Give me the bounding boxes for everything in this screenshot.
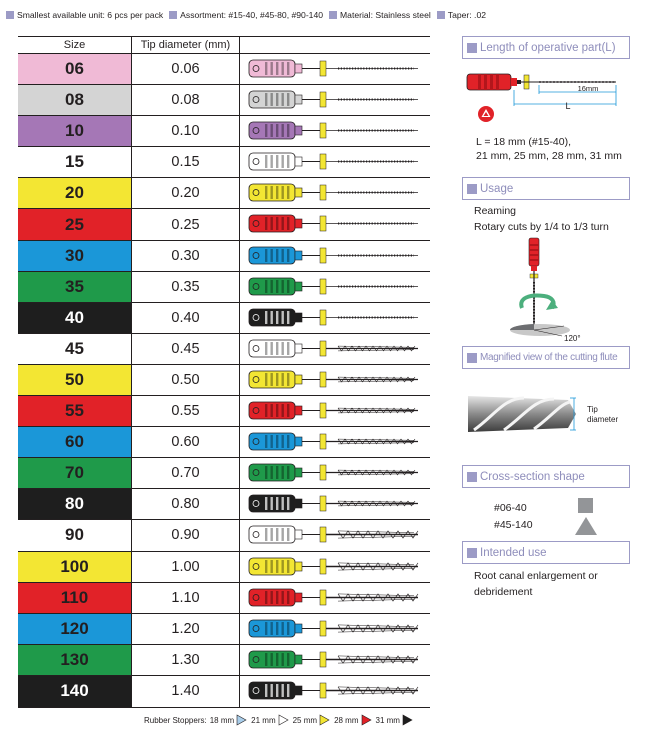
file-icon xyxy=(248,679,422,703)
usage-text: Reaming Rotary cuts by 1/4 to 1/3 turn xyxy=(474,205,609,233)
file-image-cell xyxy=(240,178,430,208)
tip-cell: 1.40 xyxy=(132,676,240,707)
bullet-square-icon xyxy=(467,43,477,53)
triangle-section-icon xyxy=(575,517,597,535)
bullet-square-icon xyxy=(437,11,445,19)
file-image-cell xyxy=(240,520,430,550)
tip-cell: 0.60 xyxy=(132,427,240,457)
table-row xyxy=(18,54,430,85)
file-icon xyxy=(248,119,422,143)
size-cell: 110 xyxy=(18,583,132,613)
tip-diameter-label: Tip xyxy=(587,405,598,414)
angle-label: 120° xyxy=(564,334,581,343)
size-cell: 100 xyxy=(18,552,132,582)
size-cell: 08 xyxy=(18,85,132,115)
size-cell: 45 xyxy=(18,334,132,364)
tip-cell: 1.10 xyxy=(132,583,240,613)
file-image-cell xyxy=(240,583,430,613)
size-cell: 15 xyxy=(18,147,132,177)
column-header-file xyxy=(240,37,430,53)
file-icon xyxy=(248,492,422,516)
size-cell: 120 xyxy=(18,614,132,644)
file-image-cell xyxy=(240,396,430,426)
panel-cross-title: Cross-section shape xyxy=(462,465,630,488)
bullet-square-icon xyxy=(467,472,477,482)
tip-cell: 0.15 xyxy=(132,147,240,177)
tip-cell: 0.20 xyxy=(132,178,240,208)
bullet-square-icon xyxy=(169,11,177,19)
file-image-cell xyxy=(240,458,430,488)
file-icon xyxy=(248,399,422,423)
file-icon xyxy=(248,648,422,672)
bullet-square-icon xyxy=(329,11,337,19)
stopper-length-label: 18 mm xyxy=(209,715,235,725)
size-cell: 80 xyxy=(18,489,132,519)
size-cell: 130 xyxy=(18,645,132,675)
tip-cell: 0.40 xyxy=(132,303,240,333)
tip-cell: 0.90 xyxy=(132,520,240,550)
size-cell: 25 xyxy=(18,209,132,239)
tip-cell: 1.00 xyxy=(132,552,240,582)
panel-length-title: Length of operative part(L) xyxy=(462,36,630,59)
stopper-shape-icon xyxy=(236,714,247,726)
tip-cell: 0.55 xyxy=(132,396,240,426)
stopper-length-label: 21 mm xyxy=(251,715,276,725)
table-row xyxy=(18,552,430,583)
panel-usage-title: Usage xyxy=(462,177,630,200)
stopper-length-label: 28 mm xyxy=(334,715,359,725)
size-cell: 35 xyxy=(18,272,132,302)
file-image-cell xyxy=(240,54,430,84)
tip-cell: 0.80 xyxy=(132,489,240,519)
file-image-cell xyxy=(240,676,430,707)
bullet-square-icon xyxy=(467,184,477,194)
stopper-shape-icon xyxy=(361,714,372,726)
square-section-icon xyxy=(578,498,593,513)
rotation-diagram xyxy=(500,236,620,344)
tip-cell: 1.30 xyxy=(132,645,240,675)
file-icon xyxy=(248,57,422,81)
file-image-cell xyxy=(240,334,430,364)
file-icon xyxy=(248,306,422,330)
tip-cell: 0.25 xyxy=(132,209,240,239)
table-row xyxy=(18,396,430,427)
header-item: Smallest available unit: 6 pcs per pack xyxy=(6,10,163,20)
size-cell: 55 xyxy=(18,396,132,426)
flute-diagram xyxy=(464,386,632,446)
file-icon xyxy=(248,586,422,610)
tip-cell: 0.30 xyxy=(132,241,240,271)
file-image-cell xyxy=(240,209,430,239)
tip-cell: 0.08 xyxy=(132,85,240,115)
bullet-square-icon xyxy=(467,548,477,558)
file-image-cell xyxy=(240,365,430,395)
file-image-cell xyxy=(240,272,430,302)
header-info-bar xyxy=(6,6,646,24)
tip-cell: 0.45 xyxy=(132,334,240,364)
header-item: Assortment: #15-40, #45-80, #90-140 xyxy=(169,10,323,20)
table-row xyxy=(18,614,430,645)
table-row xyxy=(18,458,430,489)
table-row xyxy=(18,365,430,396)
rubber-stoppers-legend xyxy=(144,713,417,727)
table-row xyxy=(18,583,430,614)
table-row xyxy=(18,241,430,272)
length-text: L = 18 mm (#15-40), 21 mm, 25 mm, 28 mm, 31 mm xyxy=(476,136,622,162)
file-icon xyxy=(248,181,422,205)
file-icon xyxy=(248,461,422,485)
stopper-shape-icon xyxy=(278,714,289,726)
size-cell: 70 xyxy=(18,458,132,488)
bullet-square-icon xyxy=(467,353,477,363)
size-cell: 50 xyxy=(18,365,132,395)
file-icon xyxy=(248,150,422,174)
size-cell: 06 xyxy=(18,54,132,84)
file-icon xyxy=(248,88,422,112)
table-row xyxy=(18,520,430,551)
file-icon xyxy=(248,555,422,579)
table-row xyxy=(18,489,430,520)
file-image-cell xyxy=(240,147,430,177)
file-image-cell xyxy=(240,303,430,333)
file-image-cell xyxy=(240,116,430,146)
file-icon xyxy=(248,337,422,361)
table-row xyxy=(18,676,430,707)
file-icon xyxy=(248,523,422,547)
bullet-square-icon xyxy=(6,11,14,19)
file-icon xyxy=(248,617,422,641)
size-table xyxy=(18,36,430,708)
size-cell: 10 xyxy=(18,116,132,146)
tip-cell: 0.10 xyxy=(132,116,240,146)
table-row xyxy=(18,178,430,209)
panel-flute-title: Magnified view of the cutting flute xyxy=(462,346,630,369)
table-row xyxy=(18,147,430,178)
file-image-cell xyxy=(240,489,430,519)
handle-icon xyxy=(467,74,511,90)
stopper-length-label: 25 mm xyxy=(292,715,318,725)
file-image-cell xyxy=(240,241,430,271)
tip-cell: 0.70 xyxy=(132,458,240,488)
file-icon xyxy=(248,430,422,454)
stopper-shape-icon xyxy=(402,714,413,726)
size-cell: 40 xyxy=(18,303,132,333)
header-item: Taper: .02 xyxy=(437,10,486,20)
header-item: Material: Stainless steel xyxy=(329,10,431,20)
tip-cell: 0.06 xyxy=(132,54,240,84)
stoppers-label: Rubber Stoppers: xyxy=(144,715,207,725)
table-row xyxy=(18,334,430,365)
handle-icon xyxy=(529,238,539,266)
file-icon xyxy=(248,275,422,299)
column-header-tip: Tip diameter (mm) xyxy=(132,37,240,53)
file-icon xyxy=(248,212,422,236)
file-icon xyxy=(248,244,422,268)
panel-intended-title: Intended use xyxy=(462,541,630,564)
table-header xyxy=(18,37,430,54)
cross-text: #06-40 #45-140 xyxy=(494,502,533,531)
dim-16mm-label: 16mm xyxy=(577,84,599,93)
table-row xyxy=(18,85,430,116)
size-cell: 90 xyxy=(18,520,132,550)
table-row xyxy=(18,209,430,240)
size-cell: 30 xyxy=(18,241,132,271)
tip-cell: 1.20 xyxy=(132,614,240,644)
file-image-cell xyxy=(240,85,430,115)
stopper-shape-icon xyxy=(319,714,330,726)
tip-cell: 0.50 xyxy=(132,365,240,395)
size-cell: 20 xyxy=(18,178,132,208)
table-row xyxy=(18,645,430,676)
table-row xyxy=(18,303,430,334)
stoppers-list xyxy=(210,714,417,726)
dim-l-label: L xyxy=(565,101,571,111)
svg-text:diameter: diameter xyxy=(587,415,619,424)
file-image-cell xyxy=(240,552,430,582)
tip-cell: 0.35 xyxy=(132,272,240,302)
table-body xyxy=(18,54,430,707)
file-image-cell xyxy=(240,645,430,675)
intended-text: Root canal enlargement or debridement xyxy=(474,570,598,598)
table-row xyxy=(18,116,430,147)
file-image-cell xyxy=(240,427,430,457)
size-cell: 60 xyxy=(18,427,132,457)
stopper-length-label: 31 mm xyxy=(375,715,400,725)
table-row xyxy=(18,272,430,303)
file-icon xyxy=(248,368,422,392)
file-image-cell xyxy=(240,614,430,644)
column-header-size: Size xyxy=(18,37,132,53)
length-diagram xyxy=(464,66,632,130)
table-row xyxy=(18,427,430,458)
size-cell: 140 xyxy=(18,676,132,707)
